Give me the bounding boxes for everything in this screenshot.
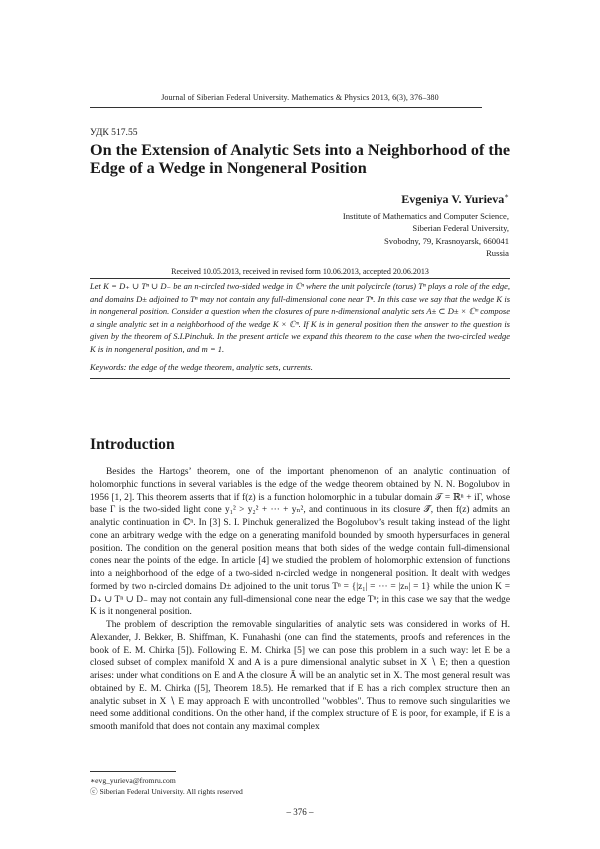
affiliation-line: Svobodny, 79, Krasnoyarsk, 660041 xyxy=(384,235,509,246)
abstract: Let K = D₊ ∪ Tⁿ ∪ D₋ be an n-circled two-sided wedge in ℂⁿ where the unit polycircle (torus) Tⁿ plays a role of the edge, and domains D± adjoined to Tⁿ may not contain any full-dimensional cone near Tⁿ. In this case we say that the wedge K is in nongeneral position. Consider a question when the closures of pure n-dimensional analytic sets A± ⊂ D± × ℂᵐ compose a single analytic set in a neighborhood of the wedge K × ℂᵐ. If K is in general position then the answer to the question is given by the theorem of S.I.Pinchuk. In the present article we expand this theorem to the case when the two-circled wedge K is in nongeneral position, and m = 1. xyxy=(90,281,510,354)
author-email: ∗evg_yurieva@fromru.com xyxy=(90,776,176,785)
author-name xyxy=(401,192,509,207)
udc-code: УДК 517.55 xyxy=(90,127,138,138)
affiliation-line: Siberian Federal University, xyxy=(412,223,509,234)
author-footnote-mark: ∗ xyxy=(504,192,509,200)
paragraph: The problem of description the removable singularities of analytic sets was considered in works of H. Alexander, J. Bekker, B. Shiffman, K. Funahashi (one can find the statements, proofs and references in the book of E. M. Chirka [5]). Following E. M. Chirka [5] we can pose this problem in a such way: let E be a closed subset of complex manifold X and A is a pure dimensional analytic subset in X ∖ E; then a question arises: under what conditions on E and A the closure Ā will be an analytic set in X. The most general result was obtained by E. M. Chirka ([5], Theorem 18.5). He remarked that if E has a rich complex structure then an analytic subset in X ∖ E may approach E with uncontrolled "wobbles". Thus to remove such singularities we need some additional conditions. On the other hand, if the complex structure of E is poor, for example, if E is a smooth manifold that does not contain any maximal complex xyxy=(90,620,510,732)
footnote-rule xyxy=(90,771,176,772)
article-title: On the Extension of Analytic Sets into a Neighborhood of the Edge of a Wedge in Nongeneral Position xyxy=(90,141,511,177)
abstract-top-rule xyxy=(90,278,510,279)
received-dates: Received 10.05.2013, received in revised form 10.06.2013, accepted 20.06.2013 xyxy=(171,267,429,276)
header-rule xyxy=(90,107,482,108)
author-name-text: Evgeniya V. Yurieva xyxy=(401,192,505,206)
body-text xyxy=(90,466,510,734)
section-heading: Introduction xyxy=(90,436,175,453)
running-head: Journal of Siberian Federal University. Mathematics & Physics 2013, 6(3), 376–380 xyxy=(161,93,439,102)
footnotes xyxy=(90,775,243,797)
page-number: – 376 – xyxy=(286,807,314,817)
copyright-notice: ⓒ Siberian Federal University. All rights reserved xyxy=(90,787,243,796)
abstract-bottom-rule xyxy=(90,378,510,379)
affiliation-line: Institute of Mathematics and Computer Science, xyxy=(342,211,509,221)
affiliation xyxy=(209,210,509,259)
affiliation-line: Russia xyxy=(486,247,509,258)
keywords: Keywords: the edge of the wedge theorem, analytic sets, currents. xyxy=(90,362,313,372)
paragraph: Besides the Hartogs’ theorem, one of the important phenomenon of an analytic continuation of holomorphic functions in several variables is the edge of the wedge theorem obtained by N. N. Bogolubov in 1956 [1, 2]. This theorem asserts that if f(z) is a function holomorphic in a tubular domain 𝒯 = ℝⁿ + iΓ, whose base Γ is the two-sided light cone y₁² > y₂² + ··· + yₙ², and continuous in its closure 𝒯̄, then f(z) admits an analytic continuation in ℂⁿ. In [3] S. I. Pinchuk generalized the Bogolubov’s result taking instead of the light cone an arbitrary wedge with the edge on a generating manifold bounded by smooth hypersurfaces in general position. The condition on the general position means that both sides of the wedge contain full-dimensional cones near the points of the edge. In article [4] we studied the problem of holomorphic extension of functions into a neighborhood of the edge of a two-sided n-circled wedge in nongeneral position. It dealt with wedges formed by two n-circled domains D± adjoined to the unit torus Tⁿ = {|z₁| = ··· = |zₙ| = 1} while the union K = D₊ ∪ Tⁿ ∪ D₋ may not contain any full-dimensional cone near the edge Tⁿ; in this case we say that the wedge K is it nongeneral position. xyxy=(90,467,510,618)
